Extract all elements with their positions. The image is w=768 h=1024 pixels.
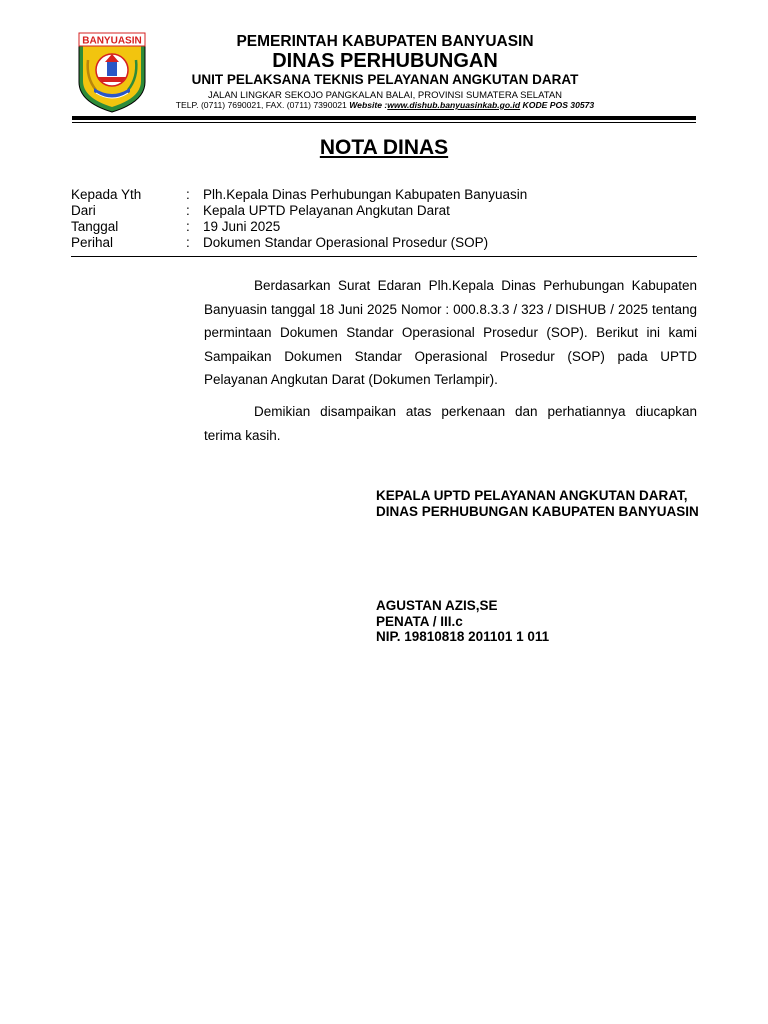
letterhead-unit: UNIT PELAKSANA TEKNIS PELAYANAN ANGKUTAN DARAT	[191, 72, 579, 87]
field-label: Tanggal	[71, 219, 119, 234]
field-label: Kepada Yth	[71, 187, 142, 202]
signatory-name: AGUSTAN AZIS,SE	[376, 598, 498, 613]
field-value: Kepala UPTD Pelayanan Angkutan Darat	[203, 203, 450, 218]
letterhead-address: JALAN LINGKAR SEKOJO PANGKALAN BALAI, PROVINSI SUMATERA SELATAN	[207, 90, 563, 101]
fields-divider	[71, 256, 697, 257]
document-title: NOTA DINAS	[319, 136, 449, 159]
field-colon: :	[186, 235, 190, 250]
letterhead-rule-thin	[72, 122, 696, 123]
signature-position	[376, 488, 699, 519]
field-colon: :	[186, 187, 190, 202]
body-paragraph-1: Berdasarkan Surat Edaran Plh.Kepala Dinas Perhubungan Kabupaten Banyuasin tanggal 18 Juni 2025 Nomor : 000.8.3.3 / 323 / DISHUB / 2025 tentang permintaan Dokumen Standar Operasional Prosedur (SOP). Berikut ini kami Sampaikan Dokumen Standar Operasional Prosedur (SOP) pada UPTD Pelayanan Angkutan Darat (Dokumen Terlampir).	[204, 278, 697, 387]
contact-phone-fax: TELP. (0711) 7690021, FAX. (0711) 7390021	[175, 100, 350, 110]
postal-code: KODE POS 30573	[520, 100, 595, 110]
banyuasin-logo	[76, 30, 148, 114]
website-link[interactable]: www.dishub.banyuasinkab.go.id	[387, 100, 521, 110]
letterhead-rule-thick	[72, 116, 696, 120]
signatory-rank: PENATA / III.c	[376, 613, 463, 629]
signature-position-line2: DINAS PERHUBUNGAN KABUPATEN BANYUASIN	[376, 503, 699, 519]
letterhead-contact	[140, 100, 630, 110]
website-label: Website :	[349, 100, 388, 110]
signature-position-line1: KEPALA UPTD PELAYANAN ANGKUTAN DARAT,	[376, 488, 688, 503]
field-value: Plh.Kepala Dinas Perhubungan Kabupaten Banyuasin	[203, 187, 528, 202]
field-value: 19 Juni 2025	[203, 219, 281, 234]
field-label: Dari	[71, 203, 96, 218]
field-value: Dokumen Standar Operasional Prosedur (SOP)	[203, 235, 489, 250]
logo-text: BANYUASIN	[82, 35, 142, 47]
signature-block	[376, 598, 549, 645]
field-colon: :	[186, 219, 190, 234]
letterhead-agency: DINAS PERHUBUNGAN	[272, 50, 498, 72]
letterhead-government: PEMERINTAH KABUPATEN BANYUASIN	[236, 33, 534, 50]
field-label: Perihal	[71, 235, 114, 250]
signatory-nip: NIP. 19810818 201101 1 011	[376, 629, 550, 644]
body-paragraph-2: Demikian disampaikan atas perkenaan dan perhatiannya diucapkan terima kasih.	[204, 404, 697, 443]
field-colon: :	[186, 203, 190, 218]
